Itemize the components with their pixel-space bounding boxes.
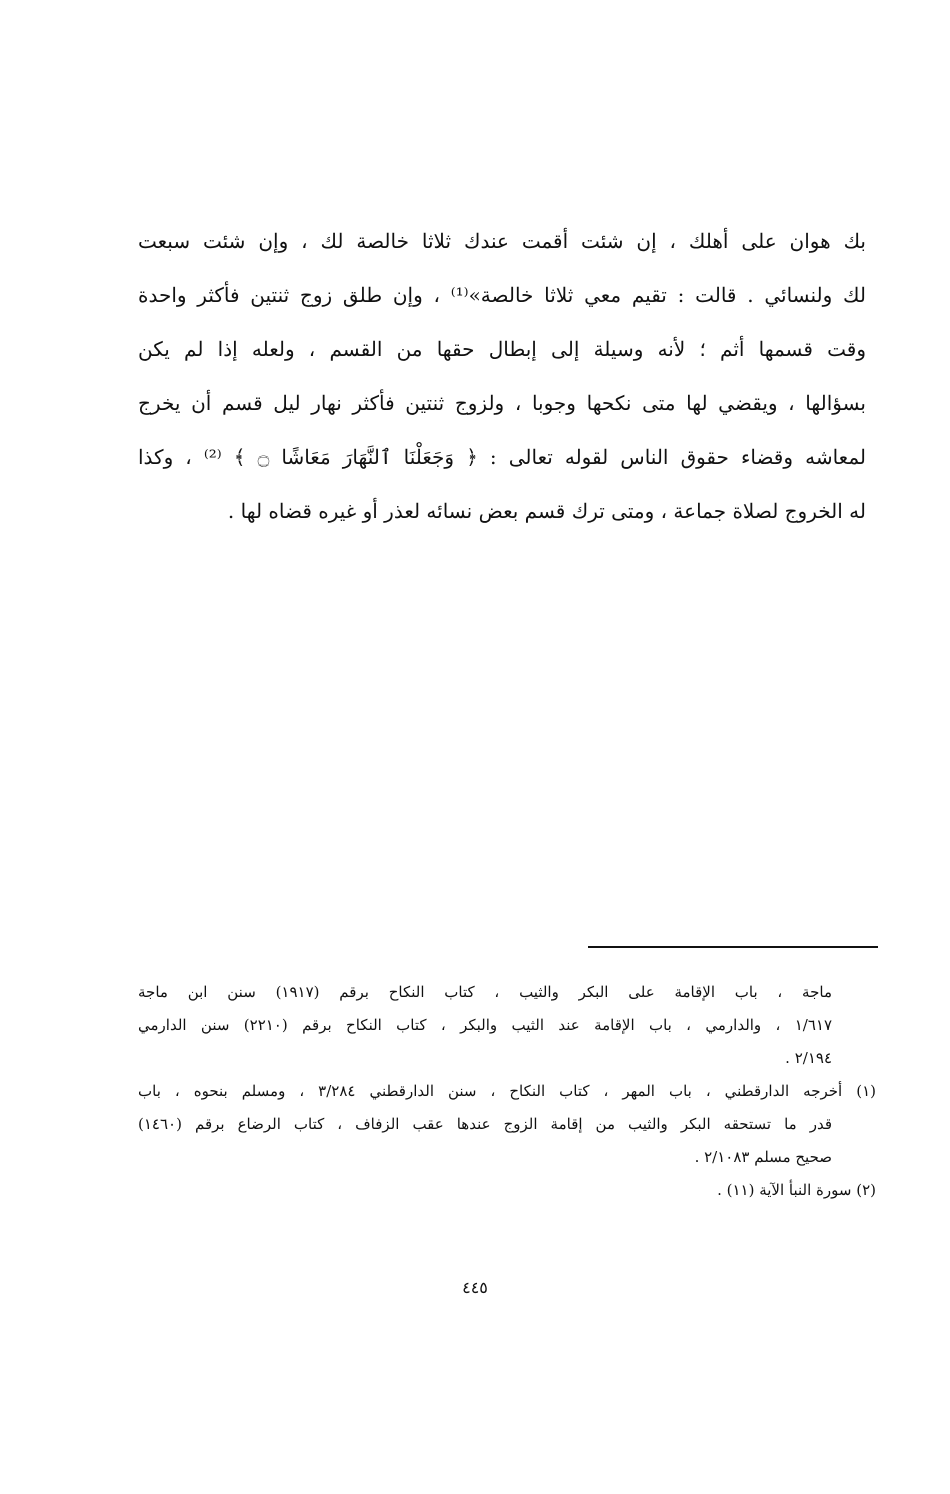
footnote-2: (٢) سورة النبأ الآية (١١) . bbox=[717, 1181, 876, 1199]
main-text-line: لك ولنسائي . قالت : تقيم معي ثلاثا خالصة»⁽¹⁾ ، وإن طلق زوج ثنتين فأكثر واحدة bbox=[138, 283, 866, 307]
main-text-line: لمعاشه وقضاء حقوق الناس لقوله تعالى : ﴿ وَجَعَلْنَا ٱلنَّهَارَ مَعَاشًا ۝ ﴾ ⁽²⁾ ، وكذا bbox=[138, 445, 866, 469]
main-text-line: له الخروج لصلاة جماعة ، ومتى ترك قسم بعض نسائه لعذر أو غيره قضاه لها . bbox=[227, 499, 866, 523]
footnotes-block bbox=[138, 976, 876, 1207]
footnote-continuation-line: ١/٦١٧ ، والدارمي ، باب الإقامة عند الثيب والبكر ، كتاب النكاح برقم (٢٢١٠) سنن الدارمي bbox=[138, 1016, 832, 1034]
footnote-1-line: قدر ما تستحقه البكر والثيب من إقامة الزوج عندها عقب الزفاف ، كتاب الرضاع برقم (١٤٦٠) bbox=[138, 1115, 832, 1133]
footnote-1-line: صحيح مسلم ٢/١٠٨٣ . bbox=[694, 1148, 832, 1166]
footnote-1-line: (١) أخرجه الدارقطني ، باب المهر ، كتاب النكاح ، سنن الدارقطني ٣/٢٨٤ ، ومسلم بنحوه ، باب bbox=[138, 1082, 876, 1100]
main-text-line: بك هوان على أهلك ، إن شئت أقمت عندك ثلاثا خالصة لك ، وإن شئت سبعت bbox=[138, 229, 866, 253]
main-text-line: بسؤالها ، ويقضي لها متى نكحها وجوبا ، ولزوج ثنتين فأكثر نهار ليل قسم أن يخرج bbox=[138, 391, 866, 415]
footnote-continuation-line: ماجة ، باب الإقامة على البكر والثيب ، كتاب النكاح برقم (١٩١٧) سنن ابن ماجة bbox=[138, 983, 832, 1001]
footnote-separator bbox=[588, 946, 878, 948]
main-text-block bbox=[138, 214, 866, 538]
page-number: ٤٤٥ bbox=[462, 1278, 488, 1297]
footnote-continuation-line: ٢/١٩٤ . bbox=[785, 1049, 832, 1067]
main-text-line: وقت قسمها أثم ؛ لأنه وسيلة إلى إبطال حقها من القسم ، ولعله إذا لم يكن bbox=[138, 337, 866, 361]
